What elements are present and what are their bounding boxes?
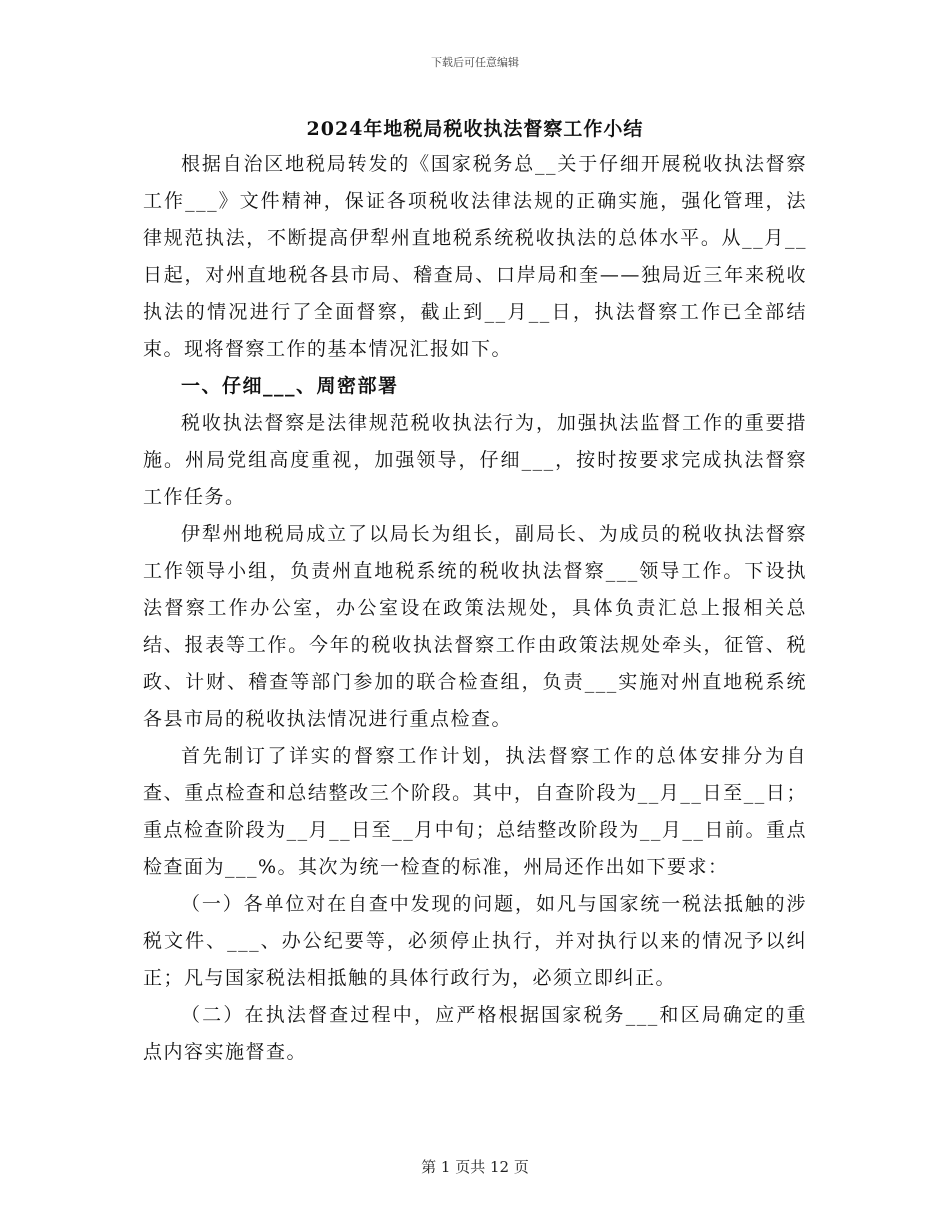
intro-paragraph: 根据自治区地税局转发的《国家税务总__关于仔细开展税收执法督察工作___》文件精神，保证各项税收法律法规的正确实施，强化管理，法律规范执法，不断提高伊犁州直地税系统税收执法的总体水平。从__月__日起，对州直地税各县市局、稽查局、口岸局和奎——独局近三年来税收执法的情况进行了全面督察，截止到__月__日，执法督察工作已全部结束。现将督察工作的基本情况汇报如下。 — [143, 153, 807, 360]
body-paragraph: 税收执法督察是法律规范税收执法行为，加强执法监督工作的重要措施。州局党组高度重视，加强领导，仔细___，按时按要求完成执法督察工作任务。 — [143, 412, 807, 508]
list-item: （二）在执法督查过程中，应严格根据国家税务___和区局确定的重点内容实施督查。 — [143, 1004, 807, 1063]
header-note: 下载后可任意编辑 — [431, 56, 519, 69]
list-item: （一）各单位对在自查中发现的问题，如凡与国家统一税法抵触的涉税文件、___、办公纪要等，必须停止执行，并对执行以来的情况予以纠正；凡与国家税法相抵触的具体行政行为，必须立即纠正。 — [143, 893, 807, 989]
document-body — [143, 112, 807, 1071]
body-paragraph: 首先制订了详实的督察工作计划，执法督察工作的总体安排分为自查、重点检查和总结整改三个阶段。其中，自查阶段为__月__日至__日；重点检查阶段为__月__日至__月中旬；总结整改阶段为__月__日前。重点检查面为___%。其次为统一检查的标准，州局还作出如下要求： — [143, 745, 807, 878]
page-footer: 第 1 页共 12 页 — [421, 1158, 529, 1176]
document-title: 2024年地税局税收执法督察工作小结 — [306, 118, 644, 140]
body-paragraph: 伊犁州地税局成立了以局长为组长，副局长、为成员的税收执法督察工作领导小组，负责州直地税系统的税收执法督察___领导工作。下设执法督察工作办公室，办公室设在政策法规处，具体负责汇总上报相关总结、报表等工作。今年的税收执法督察工作由政策法规处牵头，征管、税政、计财、稽查等部门参加的联合检查组，负责___实施对州直地税系统各县市局的税收执法情况进行重点检查。 — [143, 523, 807, 730]
section-heading: 一、仔细___、周密部署 — [181, 375, 399, 397]
